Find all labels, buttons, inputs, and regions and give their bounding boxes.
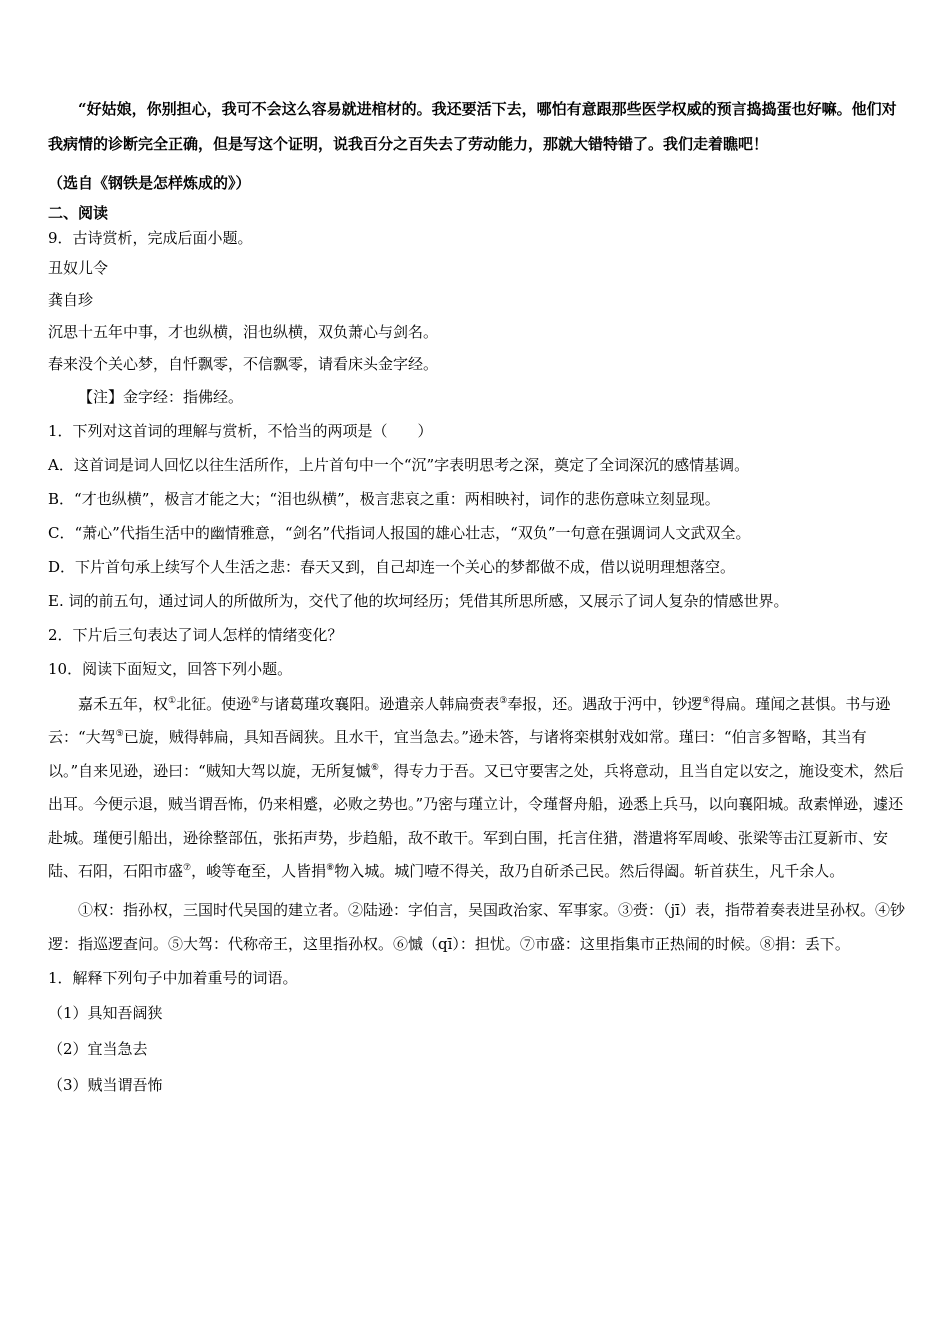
document-page xyxy=(48,92,906,1103)
footnote-marker: ③ xyxy=(499,695,508,706)
excerpt-paragraph: “好姑娘，你别担心，我可不会这么容易就进棺材的。我还要活下去，哪怕有意跟那些医学权威的预言捣捣蛋也好嘛。他们对我病情的诊断完全正确，但是写这个证明，说我百分之百失去了劳动能力，那就大错特错了。我们走着瞧吧！ xyxy=(48,100,897,153)
option-a: A．这首词是词人回忆以往生活所作，上片首句中一个“沉”字表明思考之深，奠定了全词深沉的感情基调。 xyxy=(48,455,750,474)
passage-text: 嘉禾五年，权 xyxy=(78,694,169,713)
section-heading: 二、阅读 xyxy=(48,203,109,222)
option-e: E. 词的前五句，通过词人的所做所为，交代了他的坎坷经历；凭借其所思所感，又展示了词人复杂的情感世界。 xyxy=(48,591,789,610)
poem-line-1: 沉思十五年中事，才也纵横，泪也纵横，双负萧心与剑名。 xyxy=(48,322,439,341)
excerpt-source: （选自《钢铁是怎样炼成的》） xyxy=(48,173,251,192)
footnote-marker: ② xyxy=(251,695,260,706)
poem-line-2: 春来没个关心梦，自忏飘零，不信飘零，请看床头金字经。 xyxy=(48,354,439,373)
q9-prompt: 9．古诗赏析，完成后面小题。 xyxy=(48,228,253,247)
question-9 xyxy=(48,226,906,652)
passage-text: ，得专力于吾。又已守要害之处，兵将意动，且当自定以安之，施设变术，然后出耳。今便示退，贼当谓吾怖，仍来相蹙，必败之势也。”乃密与瑾立计，令瑾督舟船，逊悉上兵马，以向襄阳城。敌素惮逊，遽还赴城。瑾便引船出，逊徐整部伍，张拓声势，步趋船，敌不敢干。军到白围，托言住猎，潜遣将军周峻、张梁等击江夏新市、安陆、石阳，石阳市盛 xyxy=(48,761,904,881)
footnote-marker: ⑦ xyxy=(183,863,192,874)
passage-text: 得扁。瑾闻之甚惧。书与逊云：“大驾 xyxy=(48,694,891,747)
q10-item-2: （2）宜当急去 xyxy=(48,1039,148,1058)
passage-text: 已旋，贼得韩扁，具知吾阔狭。且水干，宜当急去。”逊未答，与诸将栾棋射戏如常。瑾曰：“伯言多智略，其当有以。”自来见逊，逊曰：“贼知大驾以旋，无所复慽 xyxy=(48,728,867,780)
poem-note: 【注】金字经：指佛经。 xyxy=(78,387,244,406)
q10-item-3: （3）贼当谓吾怖 xyxy=(48,1075,163,1094)
q10-passage xyxy=(48,688,906,889)
passage-text: 物入城。城门噎不得关，敌乃自斫杀己民。然后得阖。斩首获生，凡千余人。 xyxy=(334,862,845,881)
passage-text: ，峻等奄至，人皆捐 xyxy=(191,862,327,881)
q10-notes: ①权：指孙权，三国时代吴国的建立者。②陆逊：字伯言，吴国政治家、军事家。③赍：（jī）表，指带着奏表进呈孙权。④钞逻：指巡逻查问。⑤大驾：代称帝王，这里指孙权。⑥慽（qī）：担忧。⑦市盛：这里指集市正热闹的时候。⑧捐：丢下。 xyxy=(48,900,905,953)
footnote-marker: ⑥ xyxy=(370,762,379,773)
q10-prompt: 10．阅读下面短文，回答下列小题。 xyxy=(48,659,293,678)
passage-text: 奉报，还。遇敌于沔中，钞逻 xyxy=(507,694,703,713)
q10-sub1: 1．解释下列句子中加着重号的词语。 xyxy=(48,968,298,987)
footnote-marker: ⑤ xyxy=(115,729,124,740)
passage-text: 与诸葛瑾攻襄阳。逊遣亲人韩扁赍表 xyxy=(259,694,500,713)
q9-sub1: 1．下列对这首词的理解与赏析，不恰当的两项是（ ） xyxy=(48,421,433,440)
q10-item-1: （1）具知吾阔狭 xyxy=(48,1003,163,1022)
option-d: D．下片首句承上续写个人生活之悲：春天又到，自己却连一个关心的梦都做不成，借以说明理想落空。 xyxy=(48,557,736,576)
option-c: C．“萧心”代指生活中的幽情雅意，“剑名”代指词人报国的雄心壮志，“双负”一句意在强调词人文武双全。 xyxy=(48,523,751,542)
poem-title: 丑奴儿令 xyxy=(48,258,109,277)
footnote-marker: ① xyxy=(168,695,177,706)
passage-text: 北征。使逊 xyxy=(176,694,252,713)
q9-sub2: 2．下片后三句表达了词人怎样的情绪变化？ xyxy=(48,625,343,644)
question-10 xyxy=(48,652,906,1103)
footnote-marker: ⑧ xyxy=(326,863,335,874)
footnote-marker: ④ xyxy=(702,695,711,706)
option-b: B．“才也纵横”，极言才能之大；“泪也纵横”，极言悲哀之重：两相映衬，词作的悲伤意味立刻显现。 xyxy=(48,489,720,508)
poem-author: 龚自珍 xyxy=(48,290,94,309)
